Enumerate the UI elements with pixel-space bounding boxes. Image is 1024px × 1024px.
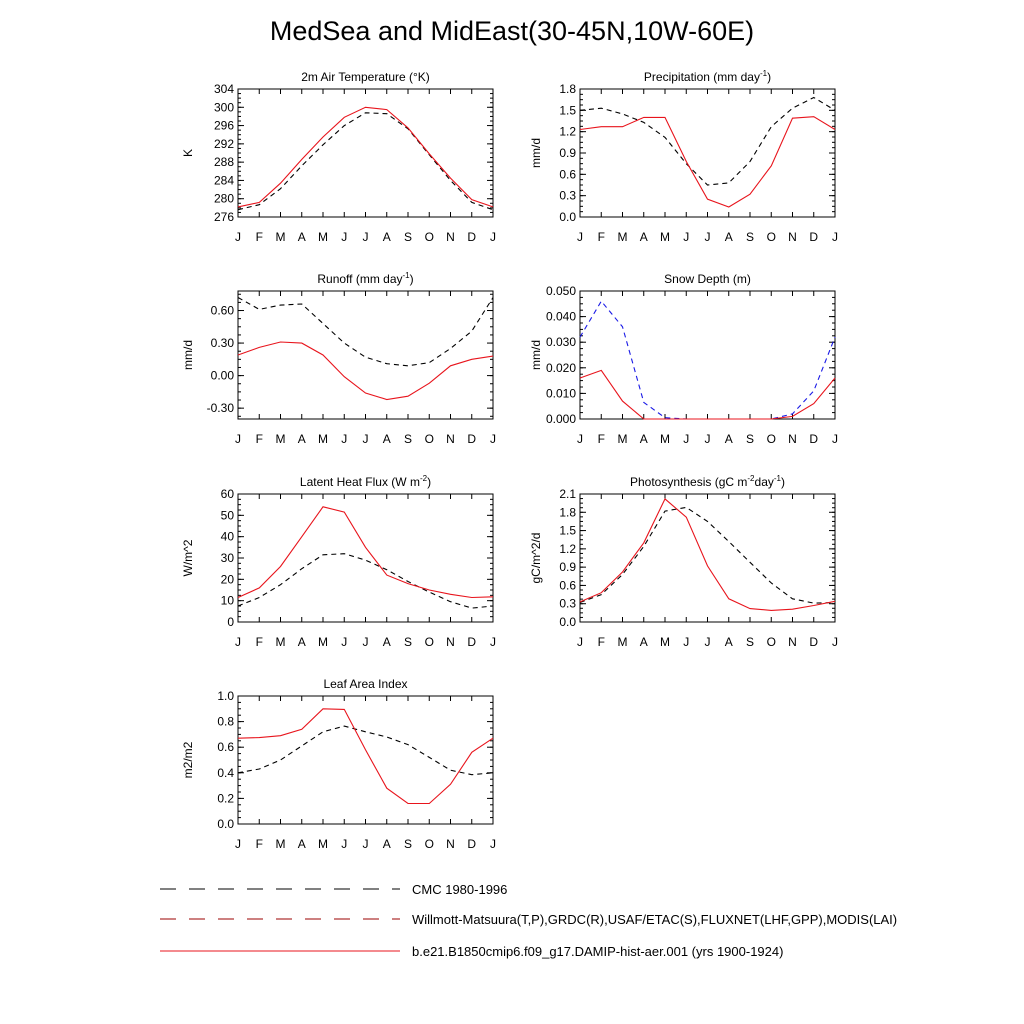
plot-frame (238, 291, 493, 419)
x-tick-label: J (704, 635, 711, 649)
x-tick-label: F (597, 432, 605, 446)
y-tick-label: -0.30 (206, 401, 234, 416)
x-tick-label: D (467, 230, 477, 244)
x-tick-label: S (745, 635, 755, 649)
y-tick-label: 280 (213, 191, 234, 206)
plot-frame (580, 89, 835, 217)
y-tick-label: 1.5 (559, 523, 576, 538)
chart-title: Leaf Area Index (323, 677, 408, 691)
legend-label-obs-sources: Willmott-Matsuura(T,P),GRDC(R),USAF/ETAC(S),FLUXNET(LHF,GPP),MODIS(LAI) (412, 912, 898, 927)
series-line-obs (238, 113, 493, 210)
legend-label-obs: CMC 1980-1996 (412, 882, 508, 897)
y-tick-label: 1.2 (559, 541, 576, 556)
y-tick-label: 0.0 (217, 817, 234, 831)
y-tick-label: 1.2 (559, 124, 576, 139)
chart-panel-1 (181, 70, 496, 244)
x-tick-label: J (341, 432, 348, 446)
y-tick-label: 0.9 (559, 146, 576, 160)
x-tick-label: O (424, 432, 434, 446)
series-line-model (580, 117, 835, 207)
legend (160, 882, 897, 959)
y-tick-label: 0.020 (545, 360, 576, 375)
y-tick-label: 10 (220, 593, 234, 608)
x-tick-label: J (832, 230, 838, 244)
x-tick-label: D (467, 635, 477, 649)
x-tick-label: J (683, 230, 690, 244)
series-line-model (238, 709, 493, 804)
x-tick-label: S (403, 230, 413, 244)
y-tick-label: 0.6 (559, 578, 576, 593)
x-tick-label: J (832, 635, 838, 649)
y-tick-label: 30 (220, 551, 234, 565)
series-line-model (238, 342, 493, 400)
x-tick-label: D (467, 432, 477, 446)
x-tick-label: J (235, 432, 241, 446)
chart-title: Latent Heat Flux (W $m^{-2}$) (299, 474, 432, 489)
panels-group (181, 69, 838, 851)
x-tick-label: J (235, 635, 241, 649)
x-tick-label: A (382, 230, 391, 244)
y-tick-label: 276 (213, 210, 234, 224)
y-tick-label: 0.010 (545, 386, 576, 401)
x-tick-label: A (724, 230, 733, 244)
x-tick-label: O (424, 230, 434, 244)
y-tick-label: 0.0 (559, 210, 576, 224)
x-tick-label: J (490, 432, 496, 446)
x-tick-label: M (318, 230, 328, 244)
x-tick-label: J (704, 230, 711, 244)
x-tick-label: O (766, 230, 776, 244)
x-tick-label: M (318, 432, 328, 446)
x-tick-label: M (617, 635, 628, 649)
series-line-obs (580, 98, 835, 186)
y-tick-label: 0.0 (559, 615, 576, 629)
y-tick-label: 40 (220, 529, 234, 544)
y-tick-label: 1.5 (559, 103, 576, 118)
x-tick-label: O (424, 837, 434, 851)
x-tick-label: M (660, 635, 670, 649)
x-tick-label: J (704, 432, 711, 446)
series-line-model (238, 507, 493, 598)
y-tick-label: 2.1 (559, 487, 576, 501)
y-axis-label: mm/d (529, 138, 543, 168)
y-tick-label: 0.4 (217, 765, 234, 780)
x-tick-label: J (490, 837, 496, 851)
y-tick-label: 0.6 (217, 740, 234, 755)
x-tick-label: N (446, 837, 455, 851)
plot-frame (238, 494, 493, 622)
series-line-model (238, 107, 493, 207)
y-axis-label: mm/d (529, 340, 543, 370)
page-title: MedSea and MidEast(30-45N,10W-60E) (269, 16, 755, 46)
y-tick-label: 0.2 (217, 791, 234, 806)
y-tick-label: 300 (213, 100, 234, 115)
x-tick-label: F (597, 230, 605, 244)
series-line-obs (238, 298, 493, 366)
y-tick-label: 0.030 (545, 335, 576, 350)
x-tick-label: S (745, 432, 755, 446)
y-tick-label: 0.6 (559, 167, 576, 182)
chart-panel-4 (529, 272, 838, 446)
x-tick-label: S (403, 837, 413, 851)
x-tick-label: J (341, 230, 348, 244)
y-tick-label: 0.9 (559, 560, 576, 575)
x-tick-label: M (275, 432, 286, 446)
y-tick-label: 292 (213, 136, 234, 151)
y-axis-label: gC/m^2/d (529, 532, 543, 584)
x-tick-label: A (639, 230, 648, 244)
series-line-obs (580, 507, 835, 603)
y-axis-label: m2/m2 (181, 741, 195, 779)
y-tick-label: 0.8 (217, 714, 234, 729)
chart-title: Photosynthesis (gC $m^{-2}day^{-1}$) (630, 474, 785, 489)
x-tick-label: N (788, 432, 797, 446)
x-tick-label: M (318, 837, 328, 851)
y-tick-label: 0.050 (545, 284, 576, 298)
chart-panel-7 (181, 677, 496, 851)
y-tick-label: 50 (220, 508, 234, 523)
series-line-obs (580, 301, 835, 419)
x-tick-label: J (362, 230, 369, 244)
y-tick-label: 1.8 (559, 82, 576, 96)
x-tick-label: J (235, 230, 241, 244)
series-line-model (580, 499, 835, 611)
x-tick-label: M (660, 230, 670, 244)
y-tick-label: 0.000 (545, 412, 576, 426)
x-tick-label: F (255, 837, 263, 851)
x-tick-label: A (382, 432, 391, 446)
y-tick-label: 20 (220, 572, 234, 587)
y-tick-label: 0 (227, 615, 234, 629)
chart-title: Precipitation (mm day$^{-1}$) (643, 69, 772, 84)
x-tick-label: A (297, 837, 306, 851)
x-tick-label: J (490, 635, 496, 649)
chart-panel-5 (181, 474, 496, 649)
x-tick-label: A (724, 635, 733, 649)
x-tick-label: M (660, 432, 670, 446)
y-tick-label: 60 (220, 487, 234, 501)
x-tick-label: M (617, 230, 628, 244)
y-tick-label: 1.8 (559, 505, 576, 520)
chart-title: Runoff (mm day$^{-1}$) (317, 271, 414, 286)
x-tick-label: D (809, 230, 819, 244)
chart-title: 2m Air Temperature (°K) (301, 70, 430, 84)
x-tick-label: A (382, 837, 391, 851)
x-tick-label: J (577, 635, 583, 649)
y-tick-label: 0.3 (559, 596, 576, 611)
x-tick-label: J (577, 230, 583, 244)
x-tick-label: O (766, 432, 776, 446)
y-tick-label: 0.3 (559, 188, 576, 203)
x-tick-label: A (639, 635, 648, 649)
x-tick-label: N (788, 230, 797, 244)
x-tick-label: J (577, 432, 583, 446)
plot-frame (580, 291, 835, 419)
x-tick-label: M (275, 230, 286, 244)
series-line-obs (238, 554, 493, 608)
x-tick-label: J (341, 635, 348, 649)
x-tick-label: J (683, 432, 690, 446)
legend-label-model: b.e21.B1850cmip6.f09_g17.DAMIP-hist-aer.001 (yrs 1900-1924) (412, 944, 784, 959)
y-axis-label: W/m^2 (181, 539, 195, 577)
plot-frame (238, 696, 493, 824)
plot-frame (238, 89, 493, 217)
y-tick-label: 1.0 (217, 689, 234, 703)
x-tick-label: A (297, 230, 306, 244)
x-tick-label: J (362, 635, 369, 649)
chart-panel-3 (181, 271, 496, 446)
x-tick-label: N (788, 635, 797, 649)
x-tick-label: O (766, 635, 776, 649)
x-tick-label: J (490, 230, 496, 244)
y-axis-label: K (181, 148, 195, 158)
chart-title: Snow Depth (m) (664, 272, 751, 286)
x-tick-label: F (597, 635, 605, 649)
y-tick-label: 0.040 (545, 309, 576, 324)
x-tick-label: J (362, 837, 369, 851)
plot-frame (580, 494, 835, 622)
x-tick-label: J (235, 837, 241, 851)
x-tick-label: S (403, 635, 413, 649)
x-tick-label: F (255, 432, 263, 446)
x-tick-label: D (809, 635, 819, 649)
y-tick-label: 288 (213, 155, 234, 170)
x-tick-label: N (446, 635, 455, 649)
x-tick-label: S (745, 230, 755, 244)
x-tick-label: J (362, 432, 369, 446)
x-tick-label: A (724, 432, 733, 446)
x-tick-label: D (809, 432, 819, 446)
series-line-model (580, 370, 835, 419)
x-tick-label: M (318, 635, 328, 649)
x-tick-label: N (446, 230, 455, 244)
y-tick-label: 296 (213, 118, 234, 133)
x-tick-label: D (467, 837, 477, 851)
x-tick-label: O (424, 635, 434, 649)
y-tick-label: 0.60 (210, 303, 234, 318)
x-tick-label: M (617, 432, 628, 446)
x-tick-label: M (275, 635, 286, 649)
x-tick-label: N (446, 432, 455, 446)
y-tick-label: 284 (213, 173, 234, 188)
chart-panel-2 (529, 69, 838, 244)
x-tick-label: A (297, 635, 306, 649)
x-tick-label: S (403, 432, 413, 446)
x-tick-label: A (297, 432, 306, 446)
chart-panel-6 (529, 474, 838, 649)
x-tick-label: J (341, 837, 348, 851)
x-tick-label: J (683, 635, 690, 649)
y-tick-label: 0.00 (210, 368, 234, 383)
x-tick-label: A (382, 635, 391, 649)
x-tick-label: F (255, 230, 263, 244)
y-axis-label: mm/d (181, 340, 195, 370)
x-tick-label: J (832, 432, 838, 446)
y-tick-label: 304 (213, 82, 234, 96)
y-tick-label: 0.30 (210, 336, 234, 351)
x-tick-label: F (255, 635, 263, 649)
x-tick-label: M (275, 837, 286, 851)
x-tick-label: A (639, 432, 648, 446)
